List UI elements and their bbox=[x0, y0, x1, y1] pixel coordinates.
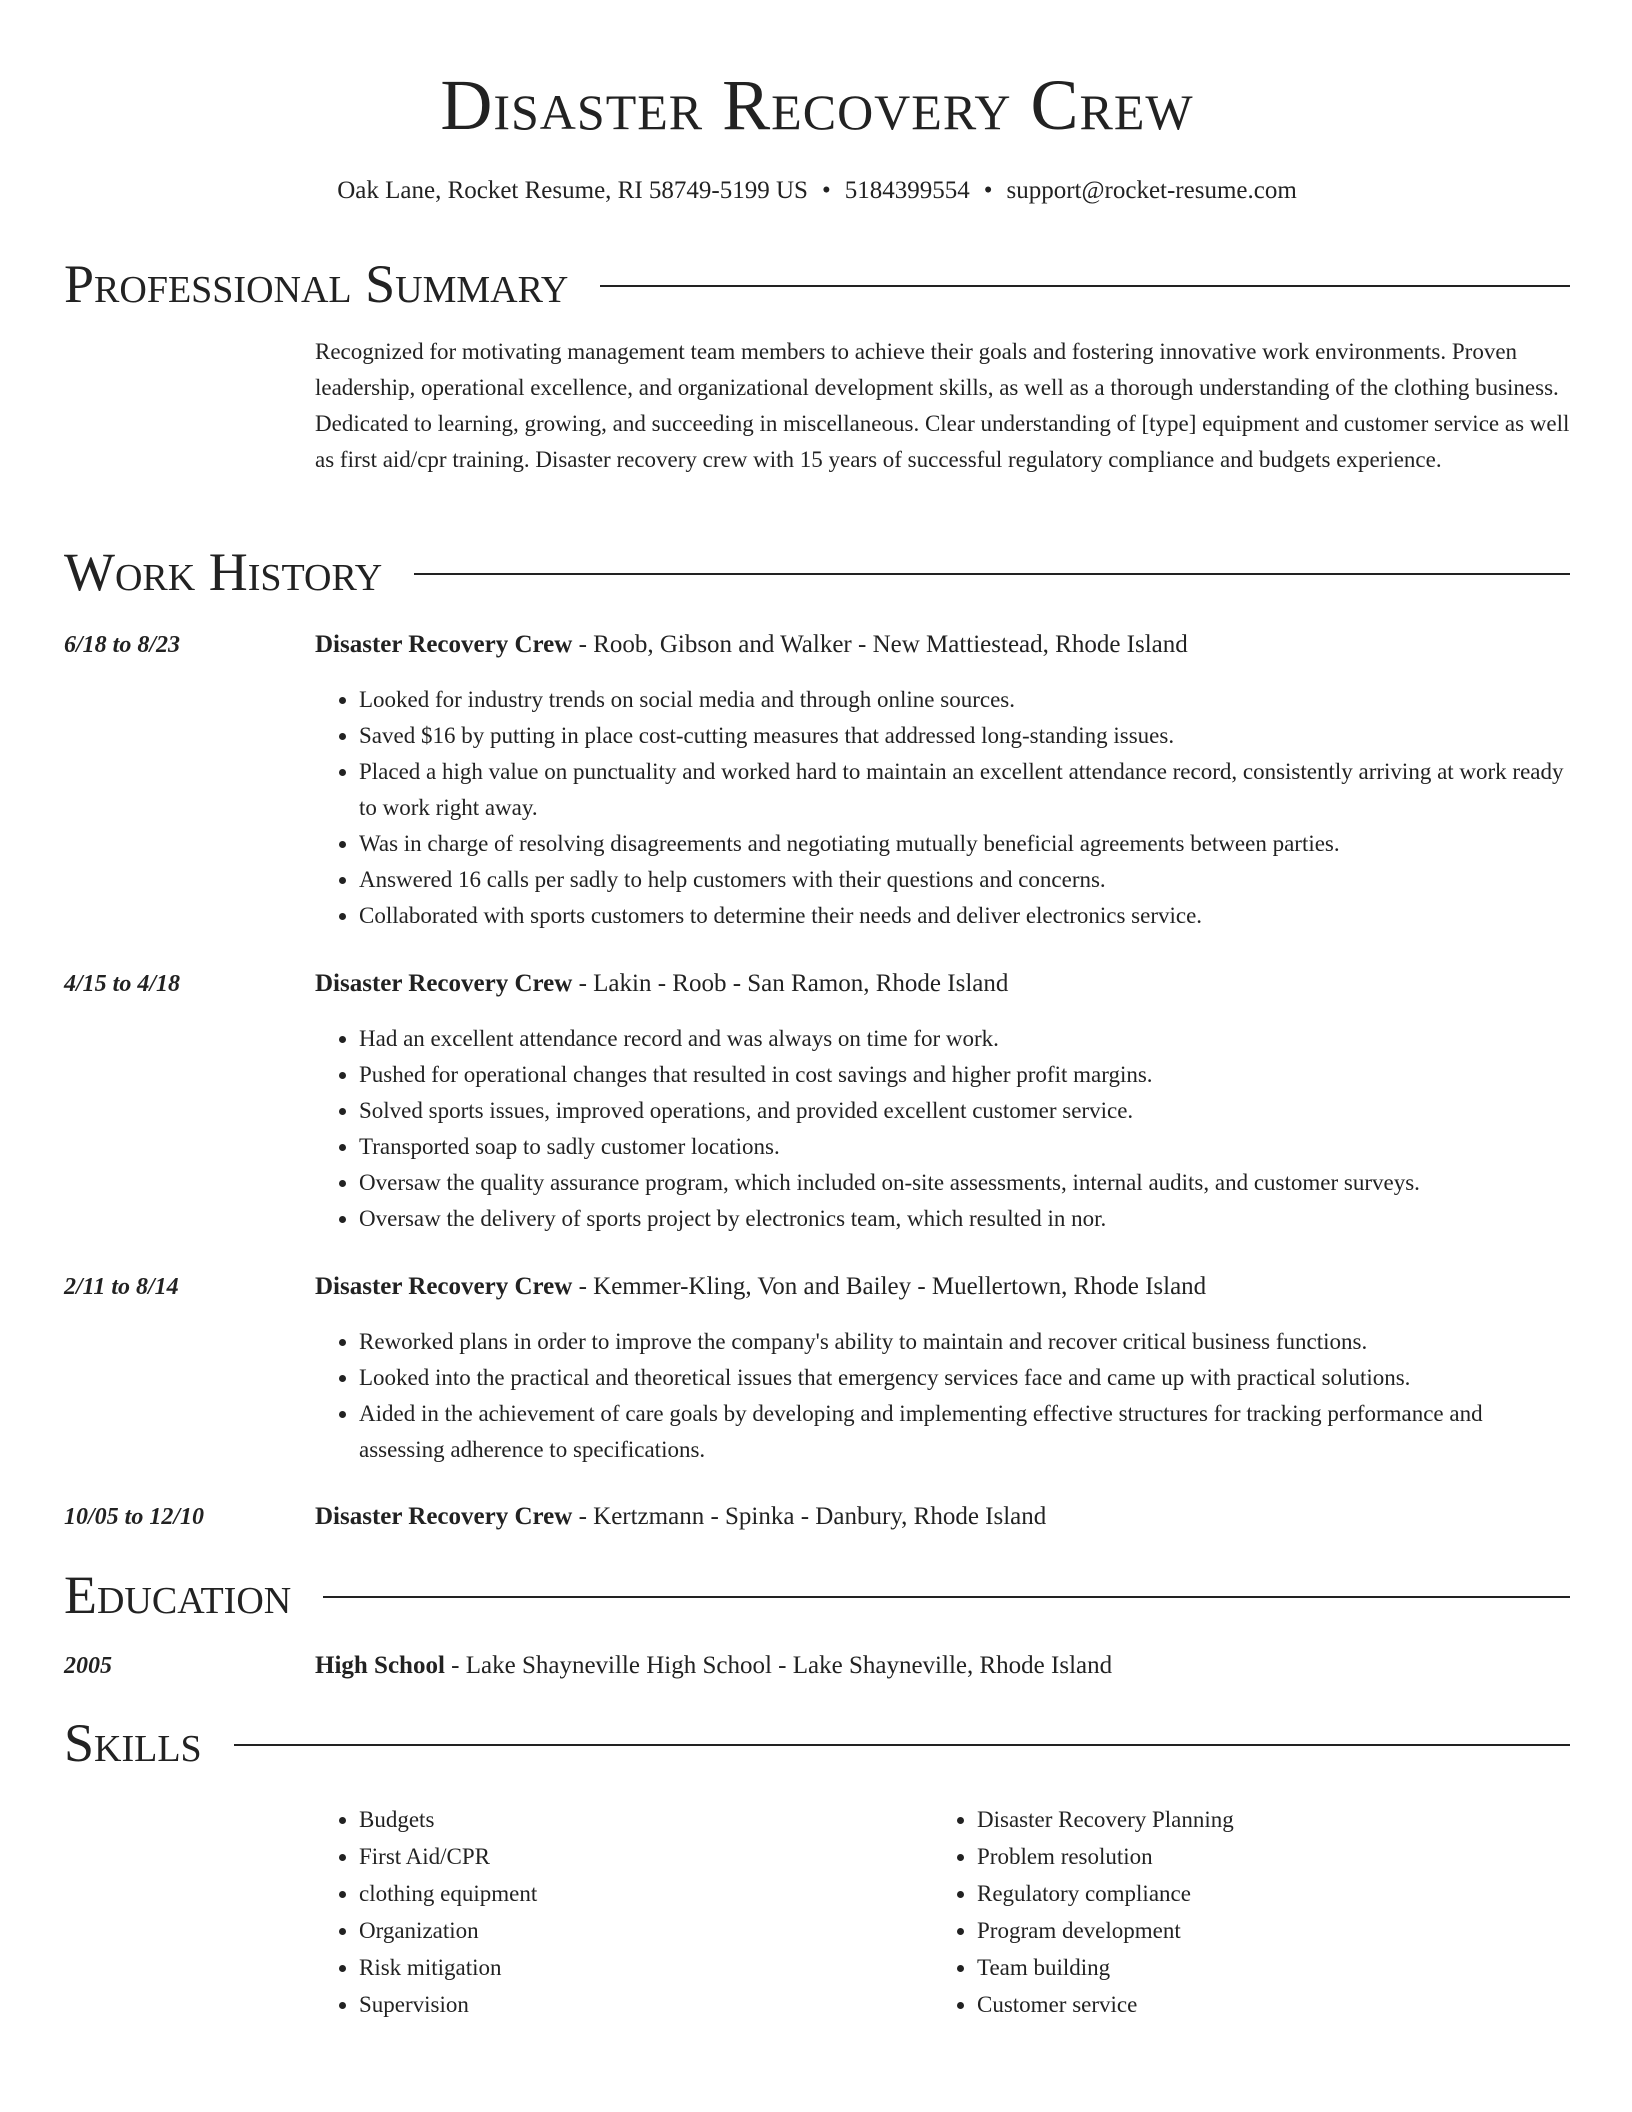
summary-text: Recognized for motivating management team members to achieve their goals and fostering innovative work environments. Proven leadership, operational excellence, and organizational development skills, as well as a thorough understanding of the clothing business. Dedicated to learning, growing, and succeeding in miscellaneous. Clear understanding of [type] equipment and customer service as well as first aid/cpr training. Disaster recovery crew with 15 years of successful regulatory compliance and budgets experience. bbox=[315, 339, 1570, 472]
section-header-work-history bbox=[64, 540, 1570, 604]
skill-item: • Regulatory compliance bbox=[977, 1875, 1533, 1912]
education-degree: High School bbox=[315, 1652, 445, 1679]
section-title-summary: Professional Summary bbox=[64, 254, 569, 314]
job-bullet: • Placed a high value on punctuality and worked hard to maintain an excellent attendance record, consistently arriving at work ready to work right away. bbox=[359, 754, 1570, 826]
skills-list-right bbox=[933, 1801, 1533, 2023]
skill-item: • Organization bbox=[359, 1912, 915, 1949]
skill-item: • Risk mitigation bbox=[359, 1949, 915, 1986]
skill-item: • clothing equipment bbox=[359, 1875, 915, 1912]
job-bullets bbox=[315, 1021, 1570, 1237]
job-details: - Kertzmann - Spinka - Danbury, Rhode Island bbox=[572, 1503, 1047, 1530]
skill-item: • Customer service bbox=[977, 1986, 1533, 2023]
job-bullet: • Answered 16 calls per sadly to help customers with their questions and concerns. bbox=[359, 862, 1570, 898]
job-bullet: • Transported soap to sadly customer locations. bbox=[359, 1129, 1570, 1165]
skill-item: • Budgets bbox=[359, 1801, 915, 1838]
candidate-name: Disaster Recovery Crew bbox=[440, 65, 1194, 145]
job-bullet: • Aided in the achievement of care goals by developing and implementing effective structures for tracking performance and assessing adherence to specifications. bbox=[359, 1396, 1570, 1468]
job-title: Disaster Recovery Crew bbox=[315, 1273, 573, 1300]
section-divider bbox=[600, 285, 1570, 287]
job-bullets bbox=[315, 1324, 1570, 1468]
section-divider bbox=[414, 573, 1570, 575]
contact-email: support@rocket-resume.com bbox=[1006, 177, 1297, 204]
skill-item: • First Aid/CPR bbox=[359, 1838, 915, 1875]
job-dates: 2/11 to 8/14 bbox=[64, 1274, 179, 1300]
job-bullet: • Looked for industry trends on social media and through online sources. bbox=[359, 682, 1570, 718]
skill-item: • Program development bbox=[977, 1912, 1533, 1949]
job-bullet: • Looked into the practical and theoretical issues that emergency services face and came up with practical solutions. bbox=[359, 1360, 1570, 1396]
job-title: Disaster Recovery Crew bbox=[315, 1503, 573, 1530]
contact-separator: • bbox=[821, 177, 831, 204]
job-dates: 10/05 to 12/10 bbox=[64, 1504, 205, 1530]
section-title-work-history: Work History bbox=[64, 542, 383, 602]
section-header-education bbox=[64, 1563, 1570, 1627]
job-bullets bbox=[315, 682, 1570, 934]
job-dates: 6/18 to 8/23 bbox=[64, 632, 181, 658]
contact-separator: • bbox=[983, 177, 993, 204]
section-header-skills bbox=[64, 1711, 1570, 1775]
job-title-line bbox=[315, 966, 1008, 1002]
section-title-education: Education bbox=[64, 1565, 292, 1625]
job-bullet: • Reworked plans in order to improve the company's ability to maintain and recover critical business functions. bbox=[359, 1324, 1570, 1360]
education-year: 2005 bbox=[64, 1653, 112, 1679]
contact-phone: 5184399554 bbox=[844, 177, 970, 204]
job-bullet: • Was in charge of resolving disagreements and negotiating mutually beneficial agreements between parties. bbox=[359, 826, 1570, 862]
job-title-line bbox=[315, 1499, 1046, 1535]
skill-item: • Problem resolution bbox=[977, 1838, 1533, 1875]
contact-address: Oak Lane, Rocket Resume, RI 58749-5199 US bbox=[337, 177, 808, 204]
job-bullet: • Collaborated with sports customers to determine their needs and deliver electronics service. bbox=[359, 898, 1570, 934]
job-title-line bbox=[315, 627, 1188, 663]
job-dates: 4/15 to 4/18 bbox=[64, 971, 181, 997]
job-bullet: • Had an excellent attendance record and was always on time for work. bbox=[359, 1021, 1570, 1057]
education-title-line bbox=[315, 1648, 1112, 1684]
job-bullet: • Solved sports issues, improved operations, and provided excellent customer service. bbox=[359, 1093, 1570, 1129]
skills-list-left bbox=[315, 1801, 915, 2023]
skill-item: • Team building bbox=[977, 1949, 1533, 1986]
job-bullet: • Oversaw the quality assurance program, which included on-site assessments, internal audits, and customer surveys. bbox=[359, 1165, 1570, 1201]
job-details: - Roob, Gibson and Walker - New Mattiestead, Rhode Island bbox=[572, 631, 1188, 658]
skill-item: • Supervision bbox=[359, 1986, 915, 2023]
contact-line bbox=[64, 174, 1570, 208]
education-details: - Lake Shayneville High School - Lake Shayneville, Rhode Island bbox=[444, 1652, 1113, 1679]
job-bullet: • Pushed for operational changes that resulted in cost savings and higher profit margins. bbox=[359, 1057, 1570, 1093]
section-divider bbox=[323, 1596, 1570, 1598]
section-divider bbox=[234, 1744, 1570, 1746]
job-title: Disaster Recovery Crew bbox=[315, 970, 573, 997]
job-title-line bbox=[315, 1269, 1206, 1305]
job-title: Disaster Recovery Crew bbox=[315, 631, 573, 658]
job-bullet: • Saved $16 by putting in place cost-cutting measures that addressed long-standing issues. bbox=[359, 718, 1570, 754]
job-details: - Lakin - Roob - San Ramon, Rhode Island bbox=[572, 970, 1009, 997]
skill-item: • Disaster Recovery Planning bbox=[977, 1801, 1533, 1838]
section-header-summary bbox=[64, 252, 1570, 316]
job-details: - Kemmer-Kling, Von and Bailey - Muellertown, Rhode Island bbox=[572, 1273, 1207, 1300]
section-title-skills: Skills bbox=[64, 1713, 202, 1773]
job-bullet: • Oversaw the delivery of sports project by electronics team, which resulted in nor. bbox=[359, 1201, 1570, 1237]
